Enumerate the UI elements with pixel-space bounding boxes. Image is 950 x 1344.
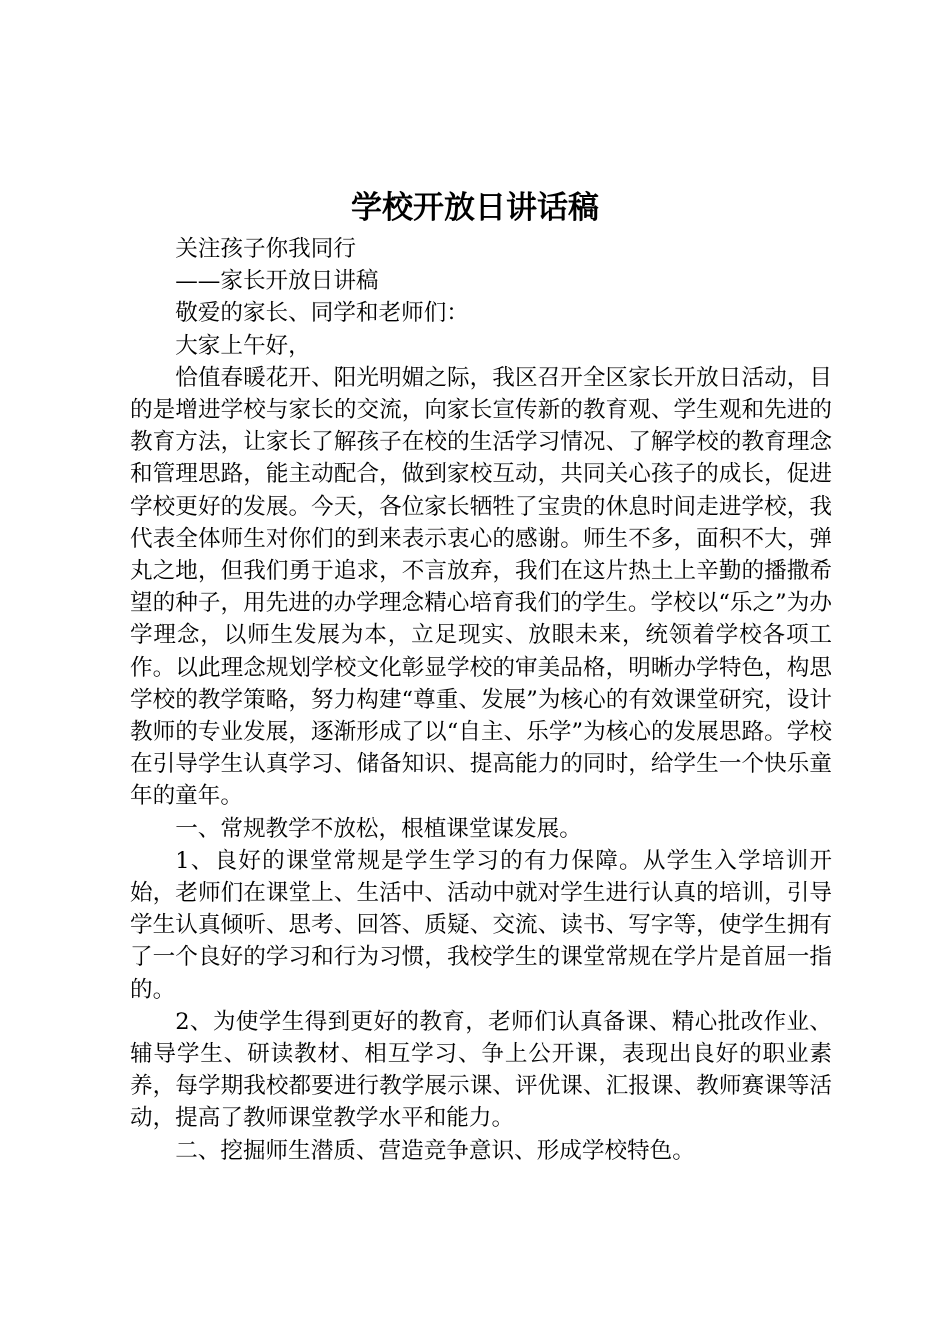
document-title: 学校开放日讲话稿: [351, 190, 599, 226]
body-paragraph: 恰值春暖花开、阳光明媚之际，我区召开全区家长开放日活动，目的是增进学校与家长的交流，向家长宣传新的教育观、学生观和先进的教育方法，让家长了解孩子在校的生活学习情况、了解学校的教育理念和管理思路，能主动配合，做到家校互动，共同关心孩子的成长，促进学校更好的发展。今天，各位家长牺牲了宝贵的休息时间走进学校，我代表全体师生对你们的到来表示衷心的感谢。师生不多，面积不大，弹丸之地，但我们勇于追求，不言放弃，我们在这片热土上辛勤的播撒希望的种子，用先进的办学理念精心培育我们的学生。学校以“乐之”为办学理念，以师生发展为本，立足现实、放眼未来，统领着学校各项工作。以此理念规划学校文化彰显学校的审美品格，明晰办学特色，构思学校的教学策略，努力构建“尊重、发展”为核心的有效课堂研究，设计教师的专业发展，逐渐形成了以“自主、乐学”为核心的发展思路。学校在引导学生认真学习、储备知识、提高能力的同时，给学生一个快乐童年的童年。: [130, 364, 832, 810]
greeting: 大家上午好，: [175, 332, 311, 359]
body-paragraph: 2、为使学生得到更好的教育，老师们认真备课、精心批改作业、辅导学生、研读教材、相互学习、争上公开课，表现出良好的职业素养，每学期我校都要进行教学展示课、评优课、汇报课、教师赛课等活动，提高了教师课堂教学水平和能力。: [130, 1008, 832, 1132]
section-heading: 二、挖掘师生潜质、营造竞争意识、形成学校特色。: [175, 1137, 695, 1164]
section-heading: 一、常规教学不放松，根植课堂谋发展。: [175, 815, 582, 842]
salutation: 敬爱的家长、同学和老师们：: [175, 300, 469, 327]
body-paragraph: 1、良好的课堂常规是学生学习的有力保障。从学生入学培训开始，老师们在课堂上、生活中、活动中就对学生进行认真的培训，引导学生认真倾听、思考、回答、质疑、交流、读书、写字等，使学生拥有了一个良好的学习和行为习惯，我校学生的课堂常规在学片是首屈一指的。: [130, 847, 832, 1003]
subtitle-dash-line: ——家长开放日讲稿: [175, 268, 379, 295]
document-body: [130, 233, 832, 1167]
subtitle-line: 关注孩子你我同行: [175, 236, 356, 262]
